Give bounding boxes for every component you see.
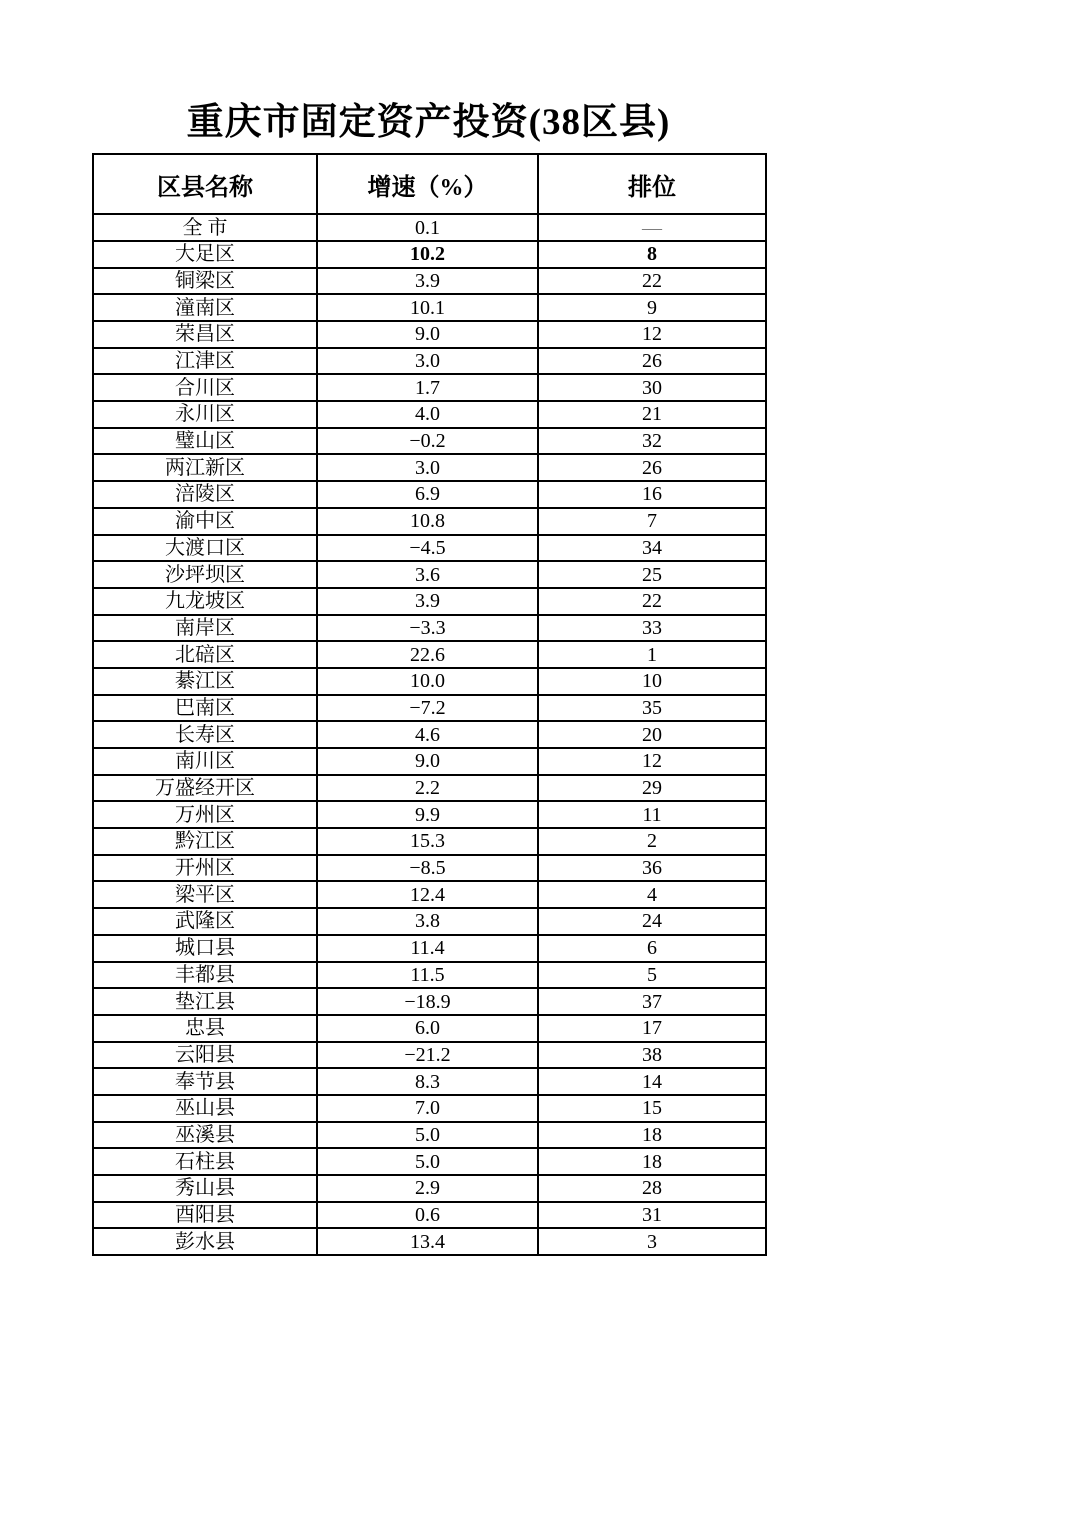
rank-value-cell: 7 <box>538 508 766 535</box>
district-name-cell: 大渡口区 <box>93 535 317 562</box>
rank-value-cell: 12 <box>538 321 766 348</box>
rank-value-cell: 12 <box>538 748 766 775</box>
district-name-cell: 璧山区 <box>93 428 317 455</box>
district-name-cell: 大足区 <box>93 241 317 268</box>
rank-value-cell: 31 <box>538 1202 766 1229</box>
rank-value-cell: 11 <box>538 801 766 828</box>
growth-value-cell: 3.6 <box>317 561 538 588</box>
growth-value-cell: 6.9 <box>317 481 538 508</box>
growth-value-cell: 0.6 <box>317 1202 538 1229</box>
district-name-cell: 江津区 <box>93 348 317 375</box>
rank-value-cell: 36 <box>538 855 766 882</box>
growth-value-cell: 3.0 <box>317 454 538 481</box>
growth-value-cell: 12.4 <box>317 881 538 908</box>
rank-value-cell: 28 <box>538 1175 766 1202</box>
table-row <box>93 348 766 375</box>
rank-value-cell: 14 <box>538 1068 766 1095</box>
rank-value-cell: 29 <box>538 775 766 802</box>
growth-value-cell: −21.2 <box>317 1042 538 1069</box>
table-row <box>93 988 766 1015</box>
table-row <box>93 374 766 401</box>
growth-value-cell: −8.5 <box>317 855 538 882</box>
rank-value-cell: 30 <box>538 374 766 401</box>
growth-value-cell: 3.9 <box>317 588 538 615</box>
table-row <box>93 775 766 802</box>
table-row <box>93 615 766 642</box>
growth-value-cell: 22.6 <box>317 641 538 668</box>
growth-value-cell: 5.0 <box>317 1122 538 1149</box>
rank-value-cell: 17 <box>538 1015 766 1042</box>
header-district-name: 区县名称 <box>93 154 317 214</box>
table-row <box>93 588 766 615</box>
table-row <box>93 748 766 775</box>
table-row <box>93 454 766 481</box>
district-name-cell: 沙坪坝区 <box>93 561 317 588</box>
table-row <box>93 1175 766 1202</box>
district-name-cell: 永川区 <box>93 401 317 428</box>
growth-value-cell: 10.2 <box>317 241 538 268</box>
growth-value-cell: 6.0 <box>317 1015 538 1042</box>
rank-value-cell: 6 <box>538 935 766 962</box>
growth-value-cell: 8.3 <box>317 1068 538 1095</box>
table-row <box>93 428 766 455</box>
rank-value-cell: 3 <box>538 1228 766 1255</box>
table-row <box>93 908 766 935</box>
district-name-cell: 奉节县 <box>93 1068 317 1095</box>
district-name-cell: 彭水县 <box>93 1228 317 1255</box>
growth-value-cell: 2.9 <box>317 1175 538 1202</box>
growth-value-cell: 7.0 <box>317 1095 538 1122</box>
rank-value-cell: — <box>538 214 766 241</box>
rank-value-cell: 24 <box>538 908 766 935</box>
rank-value-cell: 37 <box>538 988 766 1015</box>
district-name-cell: 忠县 <box>93 1015 317 1042</box>
rank-value-cell: 4 <box>538 881 766 908</box>
investment-table <box>92 153 767 1256</box>
header-rank: 排位 <box>538 154 766 214</box>
district-name-cell: 九龙坡区 <box>93 588 317 615</box>
district-name-cell: 南岸区 <box>93 615 317 642</box>
district-name-cell: 万州区 <box>93 801 317 828</box>
header-row <box>93 154 766 214</box>
table-row <box>93 1015 766 1042</box>
growth-value-cell: 3.0 <box>317 348 538 375</box>
header-growth-rate: 增速（%） <box>317 154 538 214</box>
growth-value-cell: 11.5 <box>317 962 538 989</box>
growth-value-cell: −3.3 <box>317 615 538 642</box>
growth-value-cell: 5.0 <box>317 1148 538 1175</box>
growth-value-cell: 2.2 <box>317 775 538 802</box>
table-row <box>93 1202 766 1229</box>
table-row <box>93 481 766 508</box>
district-name-cell: 开州区 <box>93 855 317 882</box>
growth-value-cell: −7.2 <box>317 695 538 722</box>
district-name-cell: 全 市 <box>93 214 317 241</box>
table-row <box>93 535 766 562</box>
table-row <box>93 401 766 428</box>
district-name-cell: 涪陵区 <box>93 481 317 508</box>
table-row <box>93 1095 766 1122</box>
table-row <box>93 1148 766 1175</box>
table-row <box>93 321 766 348</box>
table-row <box>93 881 766 908</box>
district-name-cell: 巴南区 <box>93 695 317 722</box>
rank-value-cell: 25 <box>538 561 766 588</box>
table-row <box>93 962 766 989</box>
rank-value-cell: 15 <box>538 1095 766 1122</box>
growth-value-cell: 0.1 <box>317 214 538 241</box>
district-name-cell: 垫江县 <box>93 988 317 1015</box>
table-row <box>93 641 766 668</box>
table-row <box>93 668 766 695</box>
rank-value-cell: 20 <box>538 721 766 748</box>
rank-value-cell: 1 <box>538 641 766 668</box>
rank-value-cell: 33 <box>538 615 766 642</box>
growth-value-cell: 10.8 <box>317 508 538 535</box>
district-name-cell: 合川区 <box>93 374 317 401</box>
rank-value-cell: 26 <box>538 348 766 375</box>
page-title: 重庆市固定资产投资(38区县) <box>186 102 671 143</box>
rank-value-cell: 2 <box>538 828 766 855</box>
district-name-cell: 石柱县 <box>93 1148 317 1175</box>
growth-value-cell: 13.4 <box>317 1228 538 1255</box>
district-name-cell: 潼南区 <box>93 294 317 321</box>
rank-value-cell: 9 <box>538 294 766 321</box>
table-row <box>93 294 766 321</box>
rank-value-cell: 32 <box>538 428 766 455</box>
growth-value-cell: 4.6 <box>317 721 538 748</box>
district-name-cell: 酉阳县 <box>93 1202 317 1229</box>
rank-value-cell: 18 <box>538 1122 766 1149</box>
growth-value-cell: 10.1 <box>317 294 538 321</box>
growth-value-cell: −0.2 <box>317 428 538 455</box>
table-row <box>93 1068 766 1095</box>
rank-value-cell: 22 <box>538 268 766 295</box>
table-row <box>93 721 766 748</box>
rank-value-cell: 34 <box>538 535 766 562</box>
district-name-cell: 北碚区 <box>93 641 317 668</box>
district-name-cell: 渝中区 <box>93 508 317 535</box>
rank-value-cell: 8 <box>538 241 766 268</box>
table-row <box>93 695 766 722</box>
growth-value-cell: 9.0 <box>317 321 538 348</box>
growth-value-cell: −4.5 <box>317 535 538 562</box>
growth-value-cell: 1.7 <box>317 374 538 401</box>
table-row <box>93 935 766 962</box>
rank-value-cell: 26 <box>538 454 766 481</box>
district-name-cell: 梁平区 <box>93 881 317 908</box>
table-row <box>93 1122 766 1149</box>
growth-value-cell: −18.9 <box>317 988 538 1015</box>
rank-value-cell: 38 <box>538 1042 766 1069</box>
growth-value-cell: 4.0 <box>317 401 538 428</box>
table-row <box>93 268 766 295</box>
rank-value-cell: 16 <box>538 481 766 508</box>
district-name-cell: 巫溪县 <box>93 1122 317 1149</box>
growth-value-cell: 10.0 <box>317 668 538 695</box>
rank-value-cell: 21 <box>538 401 766 428</box>
district-name-cell: 黔江区 <box>93 828 317 855</box>
district-name-cell: 南川区 <box>93 748 317 775</box>
growth-value-cell: 9.9 <box>317 801 538 828</box>
district-name-cell: 武隆区 <box>93 908 317 935</box>
rank-value-cell: 35 <box>538 695 766 722</box>
table-row <box>93 1042 766 1069</box>
growth-value-cell: 11.4 <box>317 935 538 962</box>
growth-value-cell: 9.0 <box>317 748 538 775</box>
growth-value-cell: 3.8 <box>317 908 538 935</box>
table-body <box>93 214 766 1255</box>
table-row <box>93 241 766 268</box>
district-name-cell: 铜梁区 <box>93 268 317 295</box>
table-row <box>93 561 766 588</box>
district-name-cell: 丰都县 <box>93 962 317 989</box>
table-row <box>93 508 766 535</box>
district-name-cell: 秀山县 <box>93 1175 317 1202</box>
district-name-cell: 荣昌区 <box>93 321 317 348</box>
table-row <box>93 1228 766 1255</box>
rank-value-cell: 22 <box>538 588 766 615</box>
district-name-cell: 万盛经开区 <box>93 775 317 802</box>
rank-value-cell: 5 <box>538 962 766 989</box>
district-name-cell: 长寿区 <box>93 721 317 748</box>
district-name-cell: 城口县 <box>93 935 317 962</box>
district-name-cell: 两江新区 <box>93 454 317 481</box>
table-row <box>93 801 766 828</box>
district-name-cell: 綦江区 <box>93 668 317 695</box>
district-name-cell: 巫山县 <box>93 1095 317 1122</box>
table-row <box>93 855 766 882</box>
growth-value-cell: 15.3 <box>317 828 538 855</box>
growth-value-cell: 3.9 <box>317 268 538 295</box>
rank-value-cell: 18 <box>538 1148 766 1175</box>
district-name-cell: 云阳县 <box>93 1042 317 1069</box>
rank-value-cell: 10 <box>538 668 766 695</box>
table-row <box>93 828 766 855</box>
table-row <box>93 214 766 241</box>
